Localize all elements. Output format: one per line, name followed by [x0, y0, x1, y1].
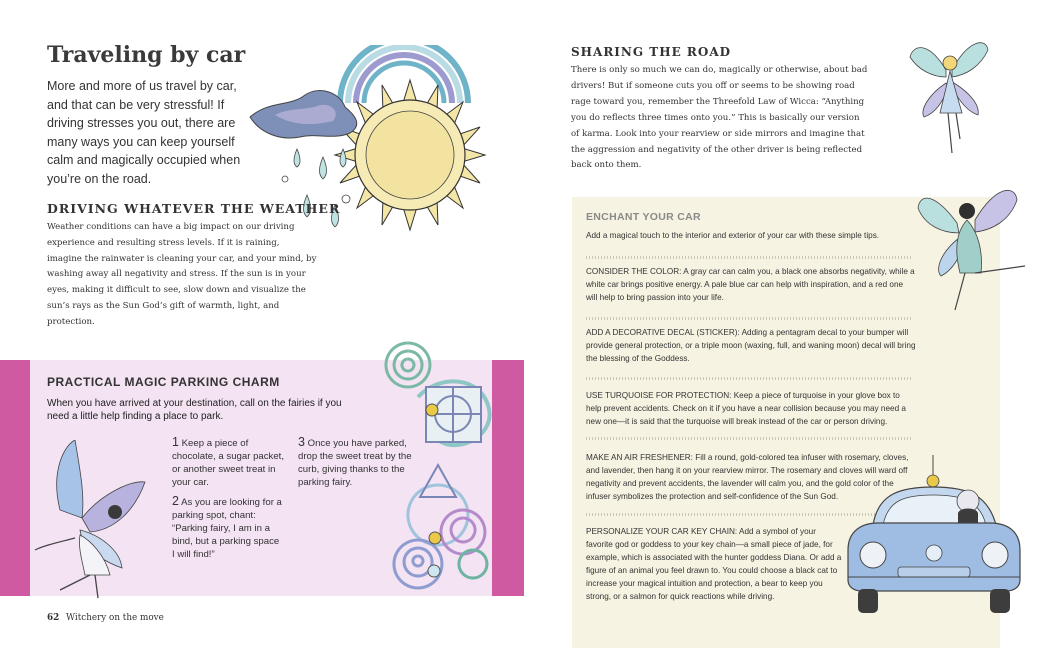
step-number: 2	[172, 494, 179, 508]
section-name: Witchery on the move	[66, 613, 164, 623]
sharing-heading: SHARING THE ROAD	[571, 45, 732, 59]
weather-heading: DRIVING WHATEVER THE WEATHER	[47, 201, 341, 216]
parking-charm-heading	[47, 375, 280, 389]
dotted-divider	[586, 317, 912, 320]
dotted-divider	[586, 377, 912, 380]
weather-paragraph: Weather conditions can have a big impact on our driving experience and resulting stress levels. If it is raining, imagine the rainwater is cleaning your car, and your mind, by washing away all negativity and stress. If the sun is in your eyes, making it difficult to see, slow down and visualize the sun’s rays as the Sun God’s gift of warmth, light, and protection.	[47, 222, 317, 327]
parking-step-2	[172, 495, 284, 561]
parking-step-3	[298, 436, 416, 489]
fairy-mid-right-illustration	[915, 178, 1030, 313]
parking-charm-heading-bold: PARKING CHARM	[170, 375, 280, 389]
step-number: 3	[298, 435, 305, 449]
parking-charm-intro: When you have arrived at your destination, call on the fairies if you need a little help finding a place to park.	[47, 398, 342, 422]
parking-step-1	[172, 436, 284, 489]
fairy-top-right-illustration	[908, 35, 990, 155]
step-text: As you are looking for a parking spot, chant: “Parking fairy, I am in a bind, but a parking space I will find!”	[172, 497, 282, 560]
page-footer	[47, 613, 164, 623]
page-title: Traveling by car	[47, 42, 246, 68]
parking-charm-heading-prefix: PRACTICAL MAGIC	[47, 375, 167, 389]
tip-consider-color: CONSIDER THE COLOR: A gray car can calm you, a black one absorbs negativity, while a white car brings positive energy. A pale blue car can help with inspiration, and a red one will help to bring passion into your life.	[586, 267, 915, 302]
enchant-heading: ENCHANT YOUR CAR	[586, 211, 701, 223]
sharing-paragraph: There is only so much we can do, magically or otherwise, about bad drivers! But if someone cuts you off or seems to be showing road rage toward you, remember the Threefold Law of Wicca: “Anything you do reflects three times onto you.” This is basically our version of karma. Look into your rearview or side mirrors and imagine that the aggression and negativity of the other driver is being reflected back onto them.	[571, 65, 868, 171]
tip-turquoise: USE TURQUOISE FOR PROTECTION: Keep a piece of turquoise in your glove box to help prevent accidents. Check on it if you have a near collision because you may need a new one—it is said that the turquoise will break instead of the car or person driving.	[586, 391, 906, 426]
dotted-divider	[586, 437, 912, 440]
step-text: Once you have parked, drop the sweet treat by the curb, giving thanks to the parking fairy.	[298, 438, 412, 488]
fairy-left-illustration	[20, 440, 150, 600]
enchant-intro: Add a magical touch to the interior and exterior of your car with these simple tips.	[586, 231, 880, 240]
intro-paragraph: More and more of us travel by car, and that can be very stressful! If driving stresses you out, there are many ways you can keep yourself calm and magically occupied when you’re on the road.	[47, 79, 241, 186]
step-text: Keep a piece of chocolate, a sugar packet, or another sweet treat in your car.	[172, 438, 284, 488]
tip-decorative-decal: ADD A DECORATIVE DECAL (STICKER): Adding a pentagram decal to your bumper will provide general protection, or a triple moon (waxing, full, and waning moon) decal will bring the blessing of the Goddess.	[586, 328, 916, 363]
dotted-divider	[586, 256, 912, 259]
step-number: 1	[172, 435, 179, 449]
page-number: 62	[47, 613, 60, 623]
tip-air-freshener: MAKE AN AIR FRESHENER: Fill a round, gold-colored tea infuser with rosemary, cloves, and lavender, then hang it on your rearview mirror. The rosemary and cloves will ward off negativity and prevent accidents, the lavender will calm you, and the gold color of the infuser symbolizes the protection and self-confidence of the Sun God.	[586, 453, 909, 501]
blue-car-illustration	[838, 455, 1030, 620]
tip-key-chain: PERSONALIZE YOUR CAR KEY CHAIN: Add a symbol of your favorite god or goddess to your key chain—a small piece of jade, for example, which is associated with the hunter goddess Diana. Or add a figure of an animal you feel drawn to. You could choose a black cat to increase your magical intuition and protection, a bear to keep you strong, or a salmon for quick reactions while driving.	[586, 527, 842, 601]
